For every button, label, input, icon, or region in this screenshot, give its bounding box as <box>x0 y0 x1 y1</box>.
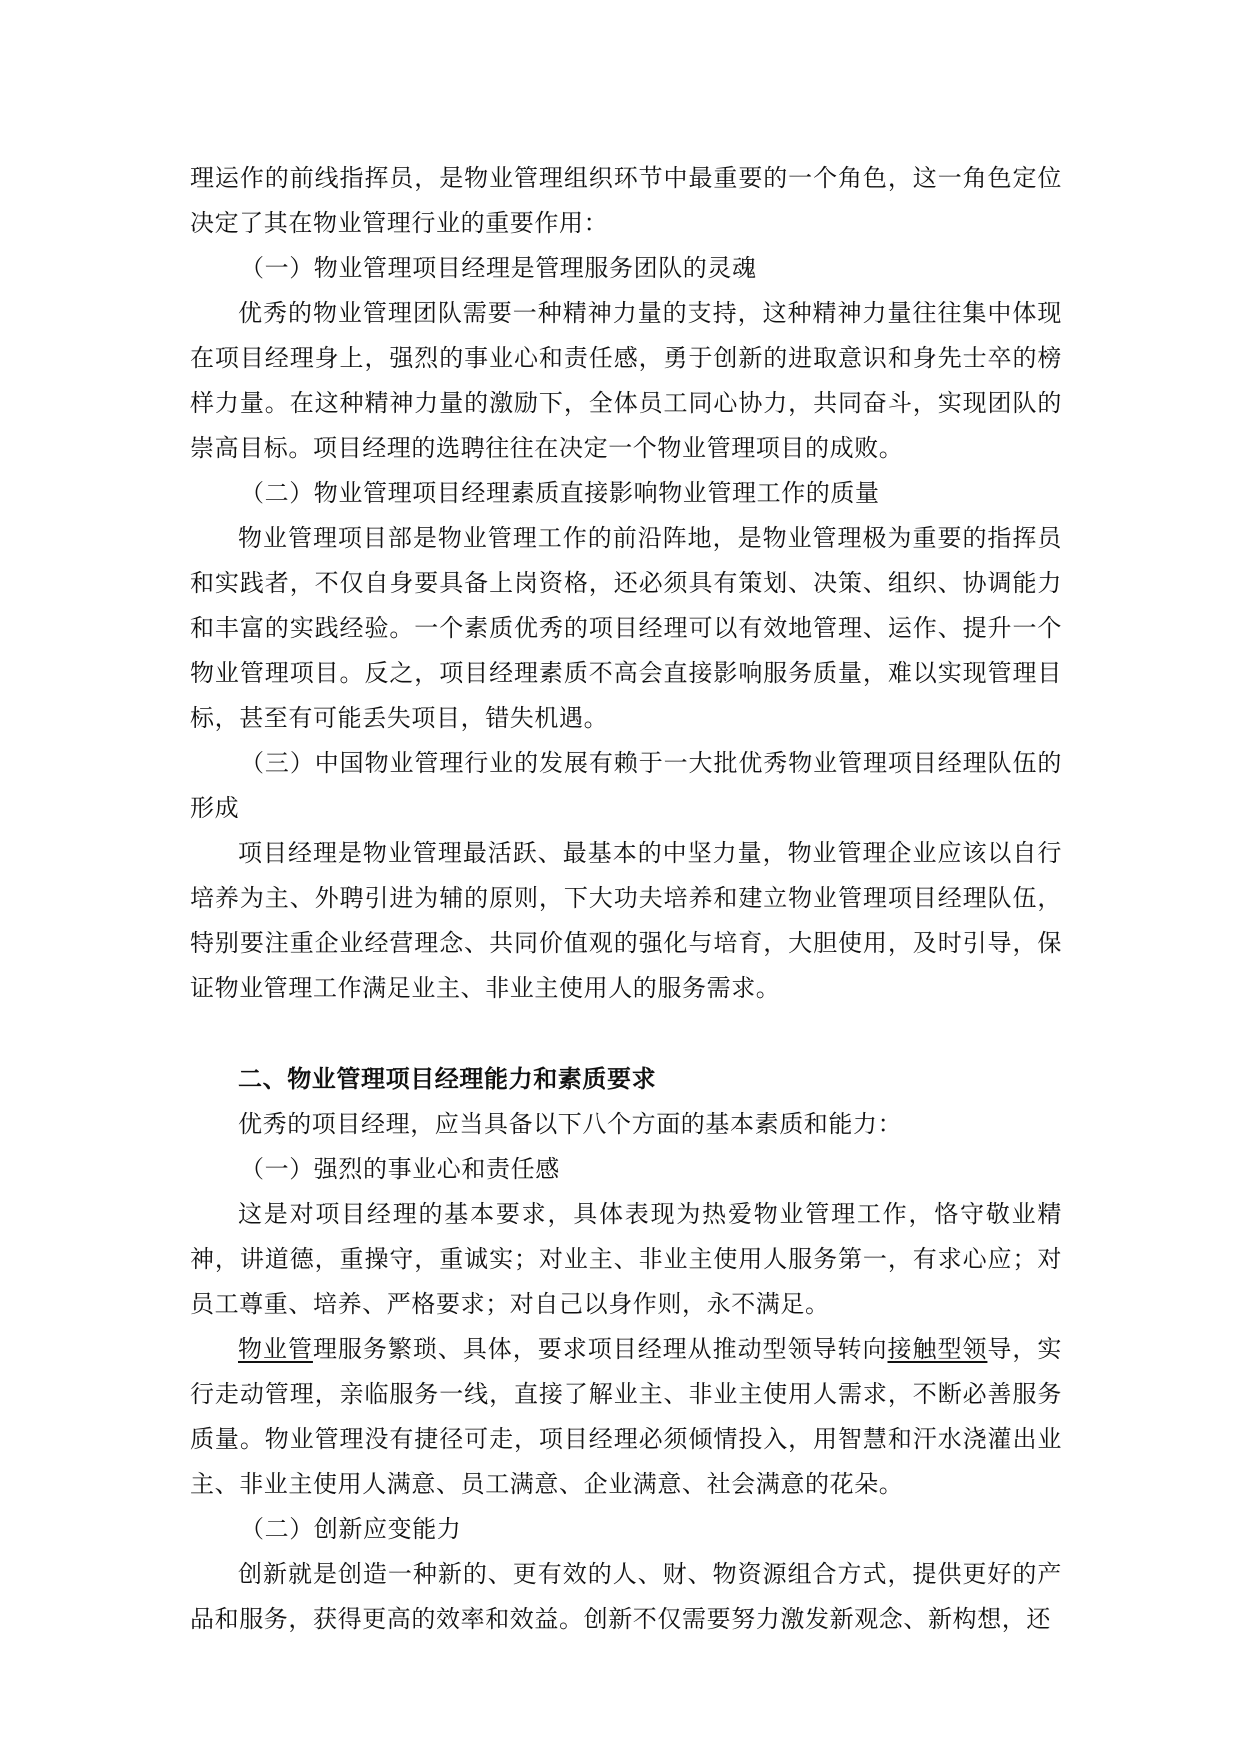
subheading-2: （二）物业管理项目经理素质直接影响物业管理工作的质量 <box>240 479 880 507</box>
section-heading-2: 二、物业管理项目经理能力和素质要求 <box>238 1065 657 1093</box>
paragraph-soul: 优秀的物业管理团队需要一种精神力量的支持，这种精神力量往往集中体现在项目经理身上，强烈的事业心和责任感，勇于创新的进取意识和身先士卒的榜样力量。在这种精神力量的激励下，全体员工同心协力，共同奋斗，实现团队的崇高目标。项目经理的选聘往往在决定一个物业管理项目的成败。 <box>190 299 1062 462</box>
paragraph-team: 项目经理是物业管理最活跃、最基本的中坚力量，物业管理企业应该以自行培养为主、外聘引进为辅的原则，下大功夫培养和建立物业管理项目经理队伍，特别要注重企业经营理念、共同价值观的强化与培育，大胆使用，及时引导，保证物业管理工作满足业主、非业主使用人的服务需求。 <box>190 839 1062 1002</box>
paragraph-innovation: 创新就是创造一种新的、更有效的人、财、物资源组合方式，提供更好的产品和服务，获得更高的效率和效益。创新不仅需要努力激发新观念、新构想，还 <box>190 1560 1062 1633</box>
section-gap <box>190 1011 1062 1057</box>
paragraph-text: 理服务繁琐、具体，要求项目经理从推动型领导转向 <box>312 1335 888 1363</box>
paragraph-quality: 物业管理项目部是物业管理工作的前沿阵地，是物业管理极为重要的指挥员和实践者，不仅自身要具备上岗资格，还必须具有策划、决策、组织、协调能力和丰富的实践经验。一个素质优秀的项目经理可以有效地管理、运作、提升一个物业管理项目。反之，项目经理素质不高会直接影响服务质量，难以实现管理目标，甚至有可能丢失项目，错失机遇。 <box>190 524 1062 732</box>
paragraph-continuation: 理运作的前线指挥员，是物业管理组织环节中最重要的一个角色，这一角色定位决定了其在物业管理行业的重要作用： <box>190 164 1062 237</box>
paragraph-intro: 优秀的项目经理，应当具备以下八个方面的基本素质和能力： <box>238 1110 903 1138</box>
subheading-3: （三）中国物业管理行业的发展有赖于一大批优秀物业管理项目经理队伍的形成 <box>190 749 1062 822</box>
paragraph-text: 导，实行走动管理，亲临服务一线，直接了解业主、非业主使用人需求，不断必善服务质量。物业管理没有捷径可走，项目经理必须倾情投入，用智慧和汗水浇灌出业主、非业主使用人满意、员工满意、企业满意、社会满意的花朵。 <box>190 1335 1062 1498</box>
document-body <box>190 156 1062 1642</box>
subheading-1: （一）物业管理项目经理是管理服务团队的灵魂 <box>240 254 757 282</box>
paragraph-responsibility: 这是对项目经理的基本要求，具体表现为热爱物业管理工作，恪守敬业精神，讲道德，重操守，重诚实；对业主、非业主使用人服务第一，有求心应；对员工尊重、培养、严格要求；对自己以身作则，永不满足。 <box>190 1200 1062 1318</box>
subheading-4: （一）强烈的事业心和责任感 <box>240 1155 560 1183</box>
underlined-text: 物业管 <box>238 1335 313 1363</box>
paragraph-service <box>190 1327 1062 1507</box>
underlined-text: 接触型领 <box>887 1335 988 1363</box>
subheading-5: （二）创新应变能力 <box>240 1515 462 1543</box>
